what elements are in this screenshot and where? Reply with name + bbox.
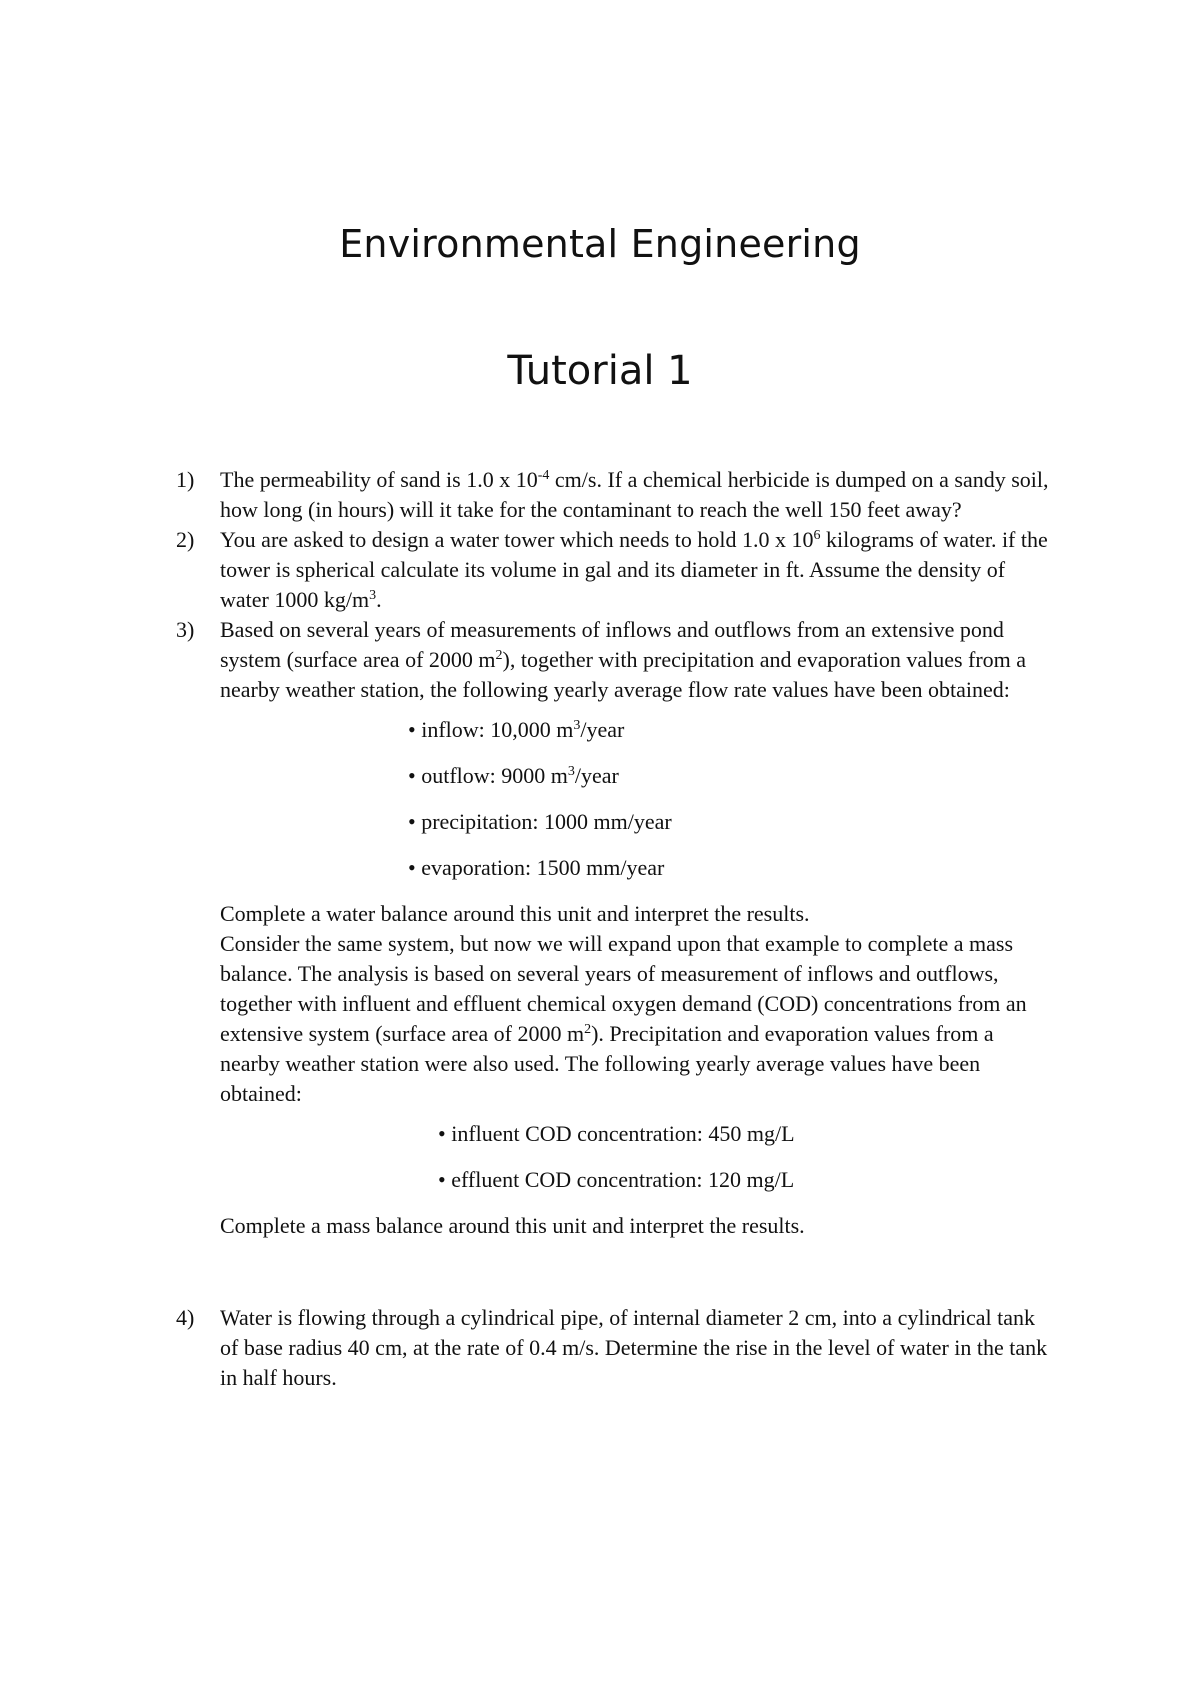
question-2-text [220, 525, 1056, 615]
bullet-unit: /year [580, 717, 625, 742]
bullet-unit: /year [574, 763, 619, 788]
list-item [220, 715, 1056, 745]
question-4-text: Water is flowing through a cylindrical pipe, of internal diameter 2 cm, into a cylindrical tank of base radius 40 cm, at the rate of 0.4 m/s. Determine the rise in the level of water in the tank in half hours. [220, 1305, 1048, 1390]
question-2-text-b: kilograms of water. if the tower is spherical calculate its volume in gal and its diameter in ft. Assume the density of water 1000 kg/m [220, 527, 1048, 612]
water-balance-instruction: Complete a water balance around this unit and interpret the results. [220, 901, 810, 926]
bullet-exponent: 3 [573, 718, 581, 733]
bullet-text: • inflow: 10,000 m [408, 717, 574, 742]
question-list [176, 465, 1056, 1393]
mass-text-b: ). Precipitation and evaporation values from a nearby weather station were also used. The following yearly average values have been obtained: [220, 1021, 994, 1106]
question-2-number: 2) [176, 527, 195, 552]
flow-rate-list [220, 715, 1056, 883]
question-1 [176, 465, 1056, 525]
mass-balance-description [220, 929, 1056, 1109]
question-2-text-a: You are asked to design a water tower which needs to hold 1.0 x 10 [220, 527, 814, 552]
document-title: Environmental Engineering [339, 222, 861, 266]
list-item: • effluent COD concentration: 120 mg/L [438, 1167, 795, 1192]
document-subtitle: Tutorial 1 [507, 348, 693, 394]
cod-list [220, 1119, 1056, 1195]
question-2-exponent-a: 6 [813, 528, 821, 543]
question-3-exponent: 2 [495, 648, 503, 663]
question-3 [176, 615, 1056, 1241]
question-3-text-b: ), together with precipitation and evaporation values from a nearby weather station, the following yearly average flow rate values have been obtained: [220, 647, 1027, 702]
question-1-exponent: -4 [537, 468, 550, 483]
question-4 [176, 1303, 1056, 1393]
question-1-number: 1) [176, 467, 195, 492]
question-2 [176, 525, 1056, 615]
list-item [220, 807, 1056, 837]
question-1-text-b: cm/s. If a chemical herbicide is dumped on a sandy soil, how long (in hours) will it take for the contaminant to reach the well 150 feet away? [220, 467, 1049, 522]
question-2-exponent-b: 3 [369, 588, 377, 603]
question-2-text-c: . [376, 587, 382, 612]
question-3-number: 3) [176, 617, 195, 642]
list-item [220, 761, 1056, 791]
mass-balance-instruction: Complete a mass balance around this unit and interpret the results. [220, 1213, 805, 1238]
mass-text-a: Consider the same system, but now we will expand upon that example to complete a mass balance. The analysis is based on several years of measurement of inflows and outflows, together with influent and effluent chemical oxygen demand (COD) concentrations from an extensive system (surface area of 2000 m [220, 931, 1027, 1046]
bullet-text: • precipitation: 1000 mm/year [408, 809, 672, 834]
bullet-exponent: 3 [567, 764, 575, 779]
question-1-text [220, 465, 1056, 525]
question-3-text [220, 615, 1056, 705]
mass-exponent: 2 [584, 1022, 592, 1037]
list-item [220, 853, 1056, 883]
bullet-text: • outflow: 9000 m [408, 763, 568, 788]
question-3-text-a: Based on several years of measurements of inflows and outflows from an extensive pond system (surface area of 2000 m [220, 617, 1004, 672]
question-4-number: 4) [176, 1305, 195, 1330]
bullet-text: • evaporation: 1500 mm/year [408, 855, 665, 880]
question-1-text-a: The permeability of sand is 1.0 x 10 [220, 467, 538, 492]
list-item: • influent COD concentration: 450 mg/L [438, 1121, 795, 1146]
